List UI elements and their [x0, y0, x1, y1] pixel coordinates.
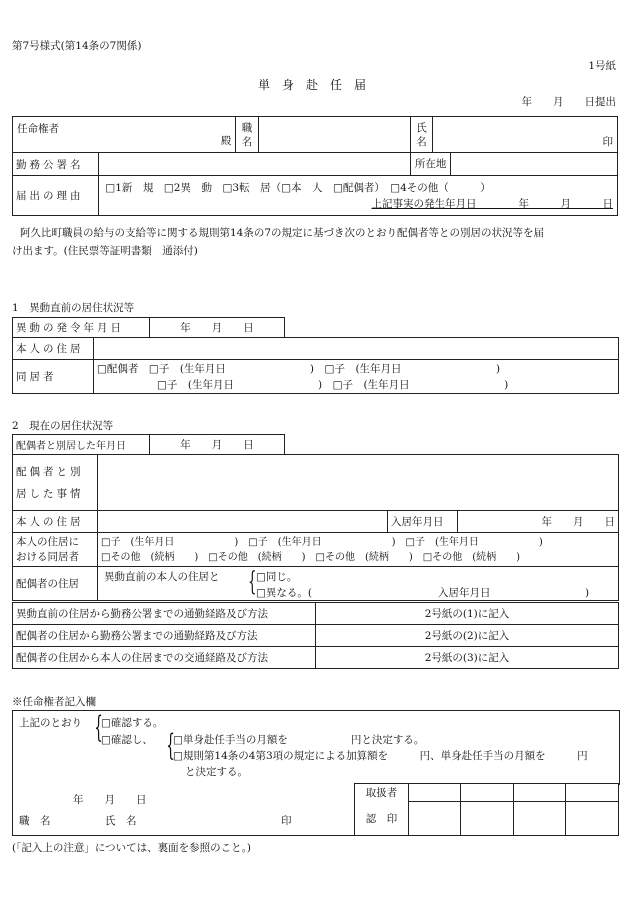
sign-cell[interactable]	[13, 784, 355, 836]
s2-address-label: 本人の住居	[13, 511, 98, 533]
location-label: 所在地	[411, 153, 452, 175]
handler-box-2[interactable]	[461, 784, 514, 802]
spouse-prefix: 異動直前の本人の住居と	[104, 571, 220, 583]
reason-label: 届出の理由	[13, 176, 99, 216]
section2-table	[12, 454, 619, 601]
confirm-lead: 上記のとおり	[19, 717, 82, 729]
order-date-label: 異動の発令年月日	[13, 318, 150, 338]
intro-line-2: け出ます。(住民票等証明書類 通添付)	[12, 245, 198, 257]
separation-reason-field[interactable]	[98, 455, 619, 511]
approval-box-1[interactable]	[409, 802, 461, 836]
confirmation-box	[12, 710, 620, 785]
signature-table	[12, 783, 619, 836]
approval-box-3[interactable]	[514, 802, 566, 836]
route-value-3[interactable]: 2号紙の(3)に記入	[316, 647, 619, 669]
spouse-same-option[interactable]: □同じ。	[256, 571, 298, 583]
approval-label: 認 印	[355, 802, 409, 836]
handler-box-4[interactable]	[566, 784, 619, 802]
order-date-field[interactable]: 年 月 日	[150, 318, 285, 338]
appointer-cell[interactable]	[13, 117, 236, 153]
s1-address-label: 本人の住居	[13, 338, 94, 360]
s2-cohabitant-label: 本人の住居に おける同居者	[13, 533, 98, 567]
form-number: 第7号様式(第14条の7関係)	[12, 40, 142, 52]
decide-amount-option[interactable]: □単身赴任手当の月額を 円と決定する。	[173, 734, 425, 746]
s1-cohab-line-2[interactable]: □子 (生年月日 ) □子 (生年月日 )	[157, 378, 509, 391]
route-value-1[interactable]: 2号紙の(1)に記入	[316, 603, 619, 625]
appointer-label: 任命権者	[17, 123, 59, 135]
route-label-1: 異動直前の住居から勤務公署までの通勤経路及び方法	[13, 603, 316, 625]
separated-date-field[interactable]: 年 月 日	[150, 435, 285, 455]
route-label-3: 配偶者の住居から本人の住居までの交通経路及び方法	[13, 647, 316, 669]
brace-icon: {	[248, 567, 257, 597]
footer-note: (「記入上の注意」については、裏面を参照のこと。)	[12, 842, 251, 854]
s1-cohab-line-1[interactable]: □配偶者 □子 (生年月日 ) □子 (生年月日 )	[97, 362, 501, 375]
s1-cohabitant-label: 同居者	[13, 360, 94, 394]
separated-date-label: 配偶者と別居した年月日	[13, 435, 150, 455]
handler-label: 取扱者	[355, 784, 409, 802]
order-date-table	[12, 317, 285, 338]
move-in-field[interactable]: 年 月 日	[458, 511, 619, 533]
approval-box-2[interactable]	[461, 802, 514, 836]
s2-cohabitant-field[interactable]	[98, 533, 619, 567]
dono-label: 殿	[220, 135, 232, 147]
post-field[interactable]	[258, 117, 410, 153]
seal-mark: 印	[602, 136, 613, 148]
s1-cohabitant-field[interactable]	[94, 360, 619, 394]
separation-reason-label: 配偶者と別 居した事情	[13, 455, 98, 511]
section2-title: 2 現在の居住状況等	[12, 420, 114, 432]
form-title: 単 身 赴 任 届	[258, 78, 367, 92]
reason-options[interactable]: □1新 規 □2異 動 □3転 居（□本 人 □配偶者） □4その他（ ）	[105, 182, 491, 194]
name-field[interactable]	[433, 117, 618, 153]
decide-text: と決定する。	[185, 766, 248, 778]
name-label: 氏 名	[410, 117, 432, 153]
s2-address-field[interactable]	[98, 511, 388, 533]
handler-box-3[interactable]	[514, 784, 566, 802]
brace-icon-2: {	[166, 728, 175, 763]
location-cell[interactable]	[410, 153, 617, 176]
separated-date-table	[12, 434, 285, 455]
sheet-number: 1号紙	[588, 60, 616, 72]
confirm-option[interactable]: □確認する。	[101, 717, 164, 729]
sign-date[interactable]: 年 月 日	[73, 793, 147, 806]
office-label: 勤務公署名	[13, 153, 99, 176]
move-in-label: 入居年月日	[388, 511, 458, 533]
intro-line-1: 阿久比町職員の給与の支給等に関する規則第14条の7の規定に基づき次のとおり配偶者等との別居の状況等を届	[20, 227, 545, 239]
section1-table	[12, 337, 619, 394]
routes-table	[12, 602, 619, 669]
submission-date: 年 月 日提出	[521, 96, 616, 108]
sign-seal: 印	[281, 814, 292, 827]
section3-title: ※任命権者記入欄	[12, 696, 96, 708]
approval-box-4[interactable]	[566, 802, 619, 836]
s2-cohab-line-2[interactable]: □その他 (続柄 ) □その他 (続柄 ) □その他 (続柄 ) □その他 (続柄 )	[101, 551, 521, 563]
brace-icon-1: {	[94, 710, 103, 745]
handler-box-1[interactable]	[409, 784, 461, 802]
addition-amount-option[interactable]: □規則第14条の4第3項の規定による加算額を 円、単身赴任手当の月額を 円	[173, 750, 588, 762]
route-label-2: 配偶者の住居から勤務公署までの通勤経路及び方法	[13, 625, 316, 647]
post-label: 職 名	[236, 117, 258, 153]
s1-address-field[interactable]	[94, 338, 619, 360]
route-value-2[interactable]: 2号紙の(2)に記入	[316, 625, 619, 647]
position-label: 職 名	[19, 814, 51, 827]
confirm-with-option[interactable]: □確認し、	[101, 734, 153, 746]
spouse-address-field[interactable]	[98, 567, 619, 601]
s2-cohab-line-1[interactable]: □子 (生年月日 ) □子 (生年月日 ) □子 (生年月日 )	[101, 536, 543, 548]
spouse-different-option[interactable]: □異なる。( 入居年月日 )	[256, 587, 590, 599]
reason-field[interactable]	[99, 176, 618, 216]
office-field[interactable]	[99, 153, 411, 176]
section1-title: 1 異動直前の居住状況等	[12, 302, 135, 314]
applicant-table	[12, 116, 618, 216]
spouse-address-label: 配偶者の住居	[13, 567, 98, 601]
occurrence-date[interactable]: 上記事実の発生年月日 年 月 日	[371, 198, 613, 210]
name-label: 氏 名	[105, 814, 137, 827]
